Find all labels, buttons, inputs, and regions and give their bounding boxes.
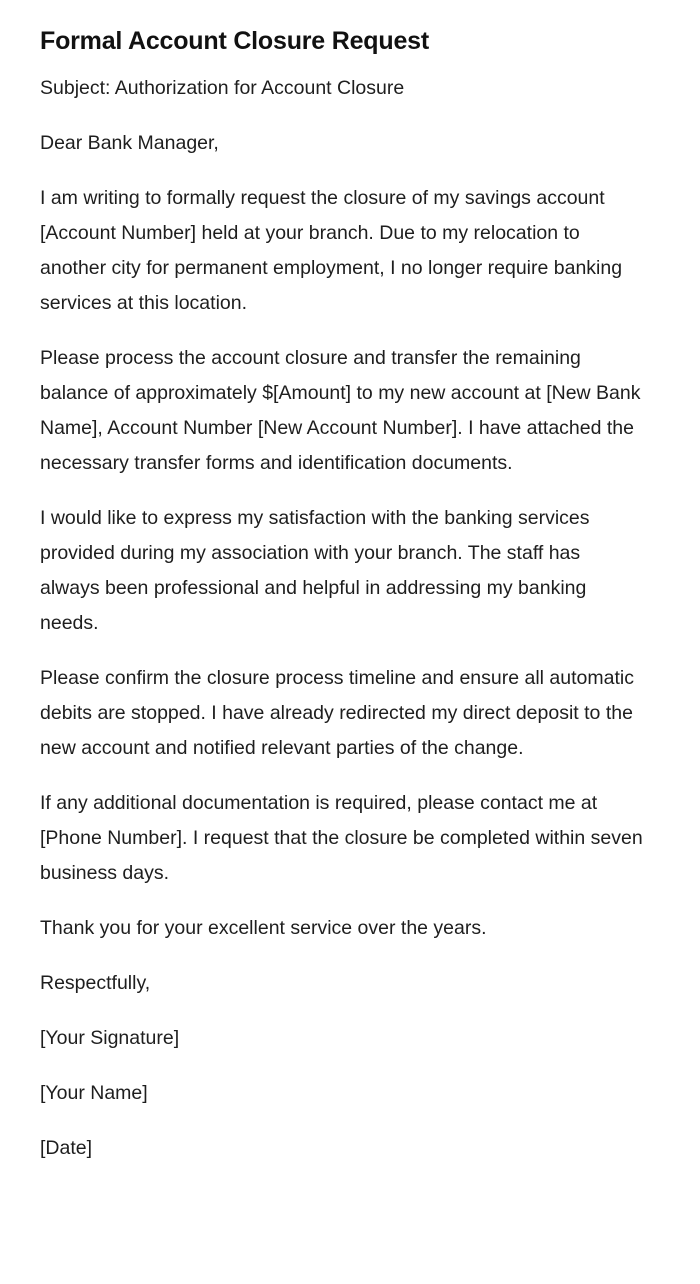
letter-signature: [Your Signature] [40, 1027, 180, 1049]
letter-paragraph-3: I would like to express my satisfaction with the banking services provided during my association with your branch. The staff has always been professional and helpful in addressing my banking needs. [40, 507, 590, 634]
letter-paragraph-2: Please process the account closure and transfer the remaining balance of approximately $[Amount] to my new account at [New Bank Name], Account Number [New Account Number]. I have attached the necessary transfer forms and identification documents. [40, 347, 641, 474]
letter [40, 22, 644, 1186]
letter-closing: Respectfully, [40, 972, 151, 994]
letter-paragraph-4: Please confirm the closure process timeline and ensure all automatic debits are stopped. I have already redirected my direct deposit to the new account and notified relevant parties of the change. [40, 667, 634, 759]
letter-paragraph-5: If any additional documentation is required, please contact me at [Phone Number]. I request that the closure be completed within seven business days. [40, 792, 643, 884]
letter-date: [Date] [40, 1137, 93, 1159]
letter-sender-name: [Your Name] [40, 1082, 148, 1104]
letter-paragraph-1: I am writing to formally request the closure of my savings account [Account Number] held at your branch. Due to my relocation to another city for permanent employment, I no longer require banking services at this location. [40, 187, 623, 314]
letter-title: Formal Account Closure Request [40, 27, 429, 55]
letter-salutation: Dear Bank Manager, [40, 132, 219, 154]
letter-paragraph-6: Thank you for your excellent service over the years. [40, 917, 487, 939]
letter-subject: Subject: Authorization for Account Closure [40, 77, 405, 99]
